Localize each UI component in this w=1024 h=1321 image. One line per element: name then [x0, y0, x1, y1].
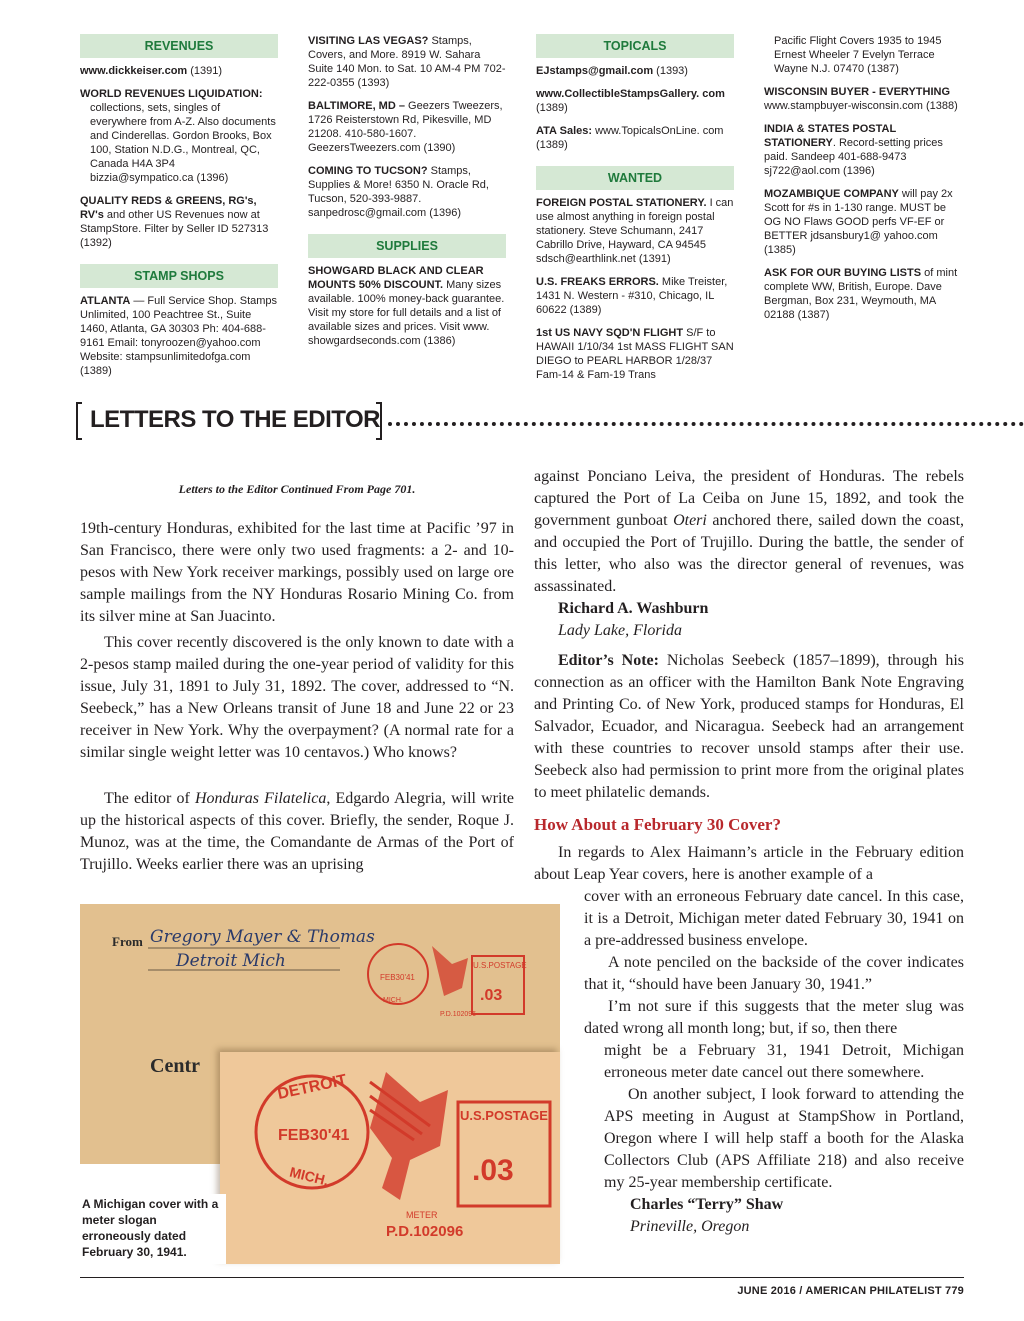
ads-column-3	[536, 34, 734, 391]
category-header-wanted: WANTED	[536, 166, 734, 190]
ads-column-1	[80, 34, 278, 387]
section-title: LETTERS TO THE EDITOR	[90, 406, 380, 433]
classified-ad: SHOWGARD BLACK AND CLEAR MOUNTS 50% DISCOUNT. Many sizes available. 100% money-back guarantee. Visit my store for full details and a list of available sizes and prices. Visit www. showgardseconds.com (1386)	[308, 265, 505, 347]
classified-ad: www.CollectibleStampsGallery. com (1389)	[536, 88, 725, 114]
meter-city-top: DETROIT	[276, 1071, 349, 1103]
article-paragraph: might be a February 31, 1941 Detroit, Michigan erroneous meter date cancel out there somewhere.	[604, 1042, 964, 1081]
signature-place: Lady Lake, Florida	[558, 622, 682, 639]
classified-ads	[80, 34, 964, 384]
meter-label: METER	[406, 1210, 438, 1220]
article-paragraph: On another subject, I look forward to attending the APS meeting in August at StampShow in Portland, Oregon where I will help staff a booth for the Alaska Collectors Club (APS Affiliate 218) and also receive my 25-year membership certificate.	[604, 1086, 964, 1191]
meter-city-bottom: MICH.	[287, 1163, 331, 1189]
back-meter-date: FEB30'41	[380, 973, 415, 982]
classified-ad: ASK FOR OUR BUYING LISTS of mint complete WW, British, Europe. Dave Bergman, Box 231, Weymouth, MA 02188 (1387)	[764, 267, 958, 321]
classified-ad: MOZAMBIQUE COMPANY will pay 2x Scott for #s in 1-130 range. MUST be OG NO Flaws GOOD perfs VF-EF or BETTER jdsansbury1@ yahoo.com (1385)	[764, 188, 953, 256]
classified-ad: ATA Sales: www.TopicalsOnLine. com (1389)	[536, 125, 724, 151]
category-header-topicals: TOPICALS	[536, 34, 734, 58]
signature-place: Prineville, Oregon	[630, 1218, 750, 1235]
signature-name: Richard A. Washburn	[558, 600, 709, 617]
classified-ad: WISCONSIN BUYER - EVERYTHING www.stampbuyer-wisconsin.com (1388)	[764, 86, 958, 112]
continued-note: Letters to the Editor Continued From Page 701.	[178, 482, 416, 496]
article-paragraph: I’m not sure if this suggests that the meter slug was dated wrong all month long; but, if so, then there	[584, 998, 964, 1037]
classified-ad: FOREIGN POSTAL STATIONERY. I can use almost anything in foreign postal stationery. Steve Schumann, 2417 Cabrillo Drive, Hayward, CA 94545 sdsch@earthlink.net (1391)	[536, 197, 734, 265]
handwritten-sender: Gregory Mayer & Thomas	[150, 927, 375, 947]
section-header	[76, 400, 1024, 448]
article-paragraph: 19th-century Honduras, exhibited for the last time at Pacific ’97 in San Francisco, there were only two used fragments: a 2- and 10-pesos with New York receiver markings, possibly used on large ore sample mailings from the NY Honduras Rosario Mining Co. from its silver mine at San Juacinto.	[80, 520, 514, 625]
classified-ad: 1st US NAVY SQD'N FLIGHT S/F to HAWAII 1/10/34 1st MASS FLIGHT SAN DIEGO to PEARL HARBOR 1/28/37 Fam-14 & Fam-19 Trans	[536, 327, 734, 381]
dotted-rule	[388, 422, 1024, 426]
handwritten-city: Detroit Mich	[176, 951, 286, 971]
ads-column-2	[308, 34, 506, 357]
photo-caption: A Michigan cover with a meter slogan erroneously dated February 30, 1941.	[80, 1194, 226, 1264]
classified-ad: EJstamps@gmail.com (1393)	[536, 65, 688, 77]
classified-ad: U.S. FREAKS ERRORS. Mike Treister, 1431 N. Western - #310, Chicago, IL 60622 (1389)	[536, 276, 728, 316]
classified-ad: WORLD REVENUES LIQUIDATION: collections, sets, singles of everywhere from A-Z. Also documents and Cinderellas. Gordon Brooks, Box 100, Station N.D.G., Montreal, QC, Canada H4A 3P4 bizzia@sympatico.ca (1396)	[80, 88, 276, 184]
classified-ad: INDIA & STATES POSTAL STATIONERY. Record-setting prices paid. Sandeep 401-688-9473 sj722@aol.com (1396)	[764, 123, 943, 177]
article-paragraph: against Ponciano Leiva, the president of Honduras. The rebels captured the Port of La Ceiba on June 15, 1892, and took the government gunboat Oteri anchored there, sailed down the coast, and occupied the Port of Trujillo. During the battle, the sender of this letter, who also was the director general of revenues, was assassinated.	[534, 468, 965, 595]
article-paragraph: A note penciled on the backside of the cover indicates that it, “should have been January 30, 1941.”	[584, 954, 964, 993]
category-header-stamp-shops: STAMP SHOPS	[80, 264, 278, 288]
bracket-right	[376, 402, 382, 440]
classified-ad: QUALITY REDS & GREENS, RG's, RV's and other US Revenues now at StampStore. Filter by Seller ID 527313 (1392)	[80, 195, 269, 249]
classified-ad: Pacific Flight Covers 1935 to 1945 Ernest Wheeler 7 Evelyn Terrace Wayne N.J. 07470 (1387)	[774, 35, 942, 75]
meter-postage-label: U.S.POSTAGE	[460, 1108, 548, 1123]
back-meter-value: .03	[480, 987, 503, 1004]
meter-date: FEB30'41	[278, 1127, 350, 1144]
back-meter-eagle	[432, 946, 468, 996]
from-label: From	[112, 934, 143, 949]
front-meter-graphic	[220, 1052, 560, 1264]
footer-rule	[80, 1277, 964, 1278]
classified-ad: www.dickkeiser.com (1391)	[80, 65, 223, 77]
category-header-supplies: SUPPLIES	[308, 234, 506, 258]
classified-ad: ATLANTA — Full Service Shop. Stamps Unlimited, 100 Peachtree St., Suite 1460, Atlanta, GA 30303 Ph: 404-688-9161 Email: tonyroozen@yahoo.com Website: stampsunlimitedofga.com (1389)	[80, 295, 278, 377]
signature-name: Charles “Terry” Shaw	[630, 1196, 784, 1213]
article-paragraph: This cover recently discovered is the only known to date with a 2-pesos stamp mailed during the one-year period of validity for this issue, July 31, 1891 to July 31, 1892. The cover, addressed to “N. Seebeck,” has a New Orleans transit of June 18 and June 22 or 23 receiver in New York. Why the overpayment? (A normal rate for a similar single weight letter was 10 centavos.) Who knows?	[80, 634, 514, 761]
meter-number: P.D.102096	[386, 1223, 464, 1240]
back-meter-postage: U.S.POSTAGE	[473, 961, 527, 970]
back-meter-city: MICH.	[383, 997, 403, 1004]
classified-ad: BALTIMORE, MD – Geezers Tweezers, 1726 Reisterstown Rd, Pikesville, MD 21208. 410-580-1607. GeezersTweezers.com (1390)	[308, 100, 503, 154]
front-envelope	[220, 1052, 560, 1264]
page-footer: JUNE 2016 / AMERICAN PHILATELIST 779	[737, 1285, 964, 1297]
back-meter-number: P.D.102096	[440, 1011, 477, 1018]
article-paragraph: The editor of Honduras Filatelica, Edgardo Alegria, will write up the historical aspects of this cover. Briefly, the sender, Roque J. Munoz, was at the time, the Comandante de Armas of the Port of Trujillo. Weeks earlier there was an uprising	[80, 790, 514, 873]
subheading: How About a February 30 Cover?	[534, 815, 781, 834]
classified-ad: COMING TO TUCSON? Stamps, Supplies & More! 6350 N. Oracle Rd, Tucson, 520-393-9887. sanpedrosc@gmail.com (1396)	[308, 165, 489, 219]
printed-company-name: Centr	[150, 1055, 200, 1077]
editor-note: Editor’s Note: Nicholas Seebeck (1857–1899), through his connection as an officer with the Hamilton Bank Note Engraving and Printing Co. of New York, produced stamps for Honduras, El Salvador, Ecuador, and Nicaragua. Seebeck had an arrangement with these countries to recover unsold stamps after their use. Seebeck also had permission to print more from the original plates to meet philatelic demands.	[534, 652, 965, 801]
meter-value: .03	[472, 1154, 514, 1187]
bracket-left	[76, 402, 82, 440]
classified-ad: VISITING LAS VEGAS? Stamps, Covers, and More. 8919 W. Sahara Suite 140 Mon. to Sat. 10 AM-4 PM 702-222-0355 (1393)	[308, 35, 506, 89]
ads-column-4	[764, 34, 962, 331]
category-header-revenues: REVENUES	[80, 34, 278, 58]
article-paragraph: cover with an erroneous February date cancel. In this case, it is a Detroit, Michigan meter dated February 30, 1941 on a pre-addressed business envelope.	[584, 888, 964, 949]
article-paragraph: In regards to Alex Haimann’s article in the February edition about Leap Year covers, here is another example of a	[534, 844, 964, 883]
